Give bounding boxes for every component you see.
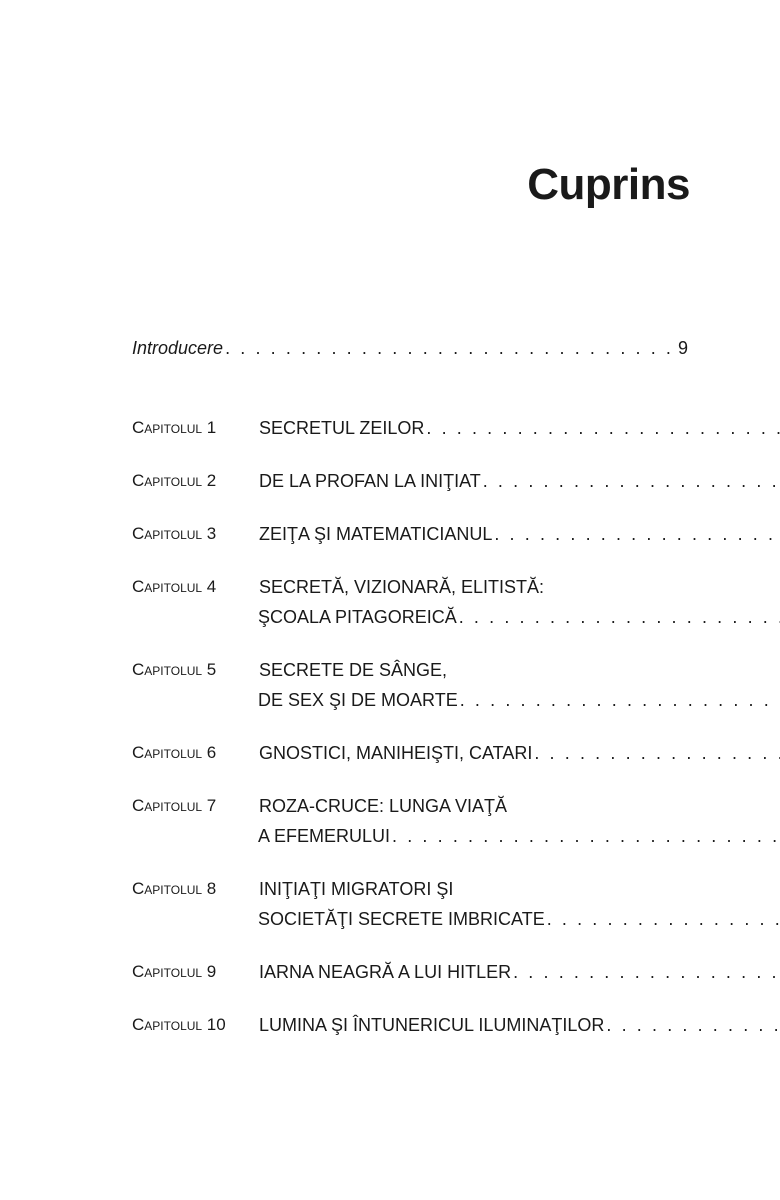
chapter-label: Capitolul 6 [132, 743, 217, 762]
chapter-title-text: DE SEX ŞI DE MOARTE [258, 690, 458, 710]
chapter-title-block [259, 572, 780, 632]
chapter-label: Capitolul 3 [132, 524, 217, 543]
toc-entry-chapter [132, 413, 688, 443]
chapter-label: Capitolul 1 [132, 418, 217, 437]
chapter-title-block [259, 655, 780, 715]
chapter-label: Capitolul 8 [132, 879, 217, 898]
chapter-label: Capitolul 2 [132, 471, 217, 490]
chapter-title-line [259, 685, 780, 715]
chapter-title-block [259, 519, 780, 549]
chapter-title-line [259, 602, 780, 632]
dot-leader [513, 957, 780, 987]
chapter-title-block [259, 466, 780, 496]
chapter-title-line [259, 413, 780, 443]
dot-leader [459, 602, 780, 632]
chapter-title-text: ŞCOALA PITAGOREICĂ [258, 607, 457, 627]
chapter-title-text: DE LA PROFAN LA INIŢIAT [259, 471, 481, 491]
chapter-title-line [259, 874, 780, 904]
chapter-label: Capitolul 5 [132, 660, 217, 679]
chapter-title-text: SECRETĂ, VIZIONARĂ, ELITISTĂ: [259, 577, 545, 597]
chapter-title-block [259, 738, 780, 768]
chapter-title-text: ZEIŢA ŞI MATEMATICIANUL [259, 524, 493, 544]
chapter-title-text: SECRETUL ZEILOR [259, 418, 425, 438]
chapter-title-text: ROZA-CRUCE: LUNGA VIAŢĂ [259, 796, 508, 816]
chapter-title-line [259, 1010, 780, 1040]
toc-entry-introduction [132, 330, 688, 366]
toc-entry-chapter [132, 791, 688, 851]
chapter-title-text: A EFEMERULUI [258, 826, 391, 846]
chapter-title-text: GNOSTICI, MANIHEIŞTI, CATARI [259, 743, 533, 763]
chapter-title-line [259, 572, 780, 602]
dot-leader [606, 1010, 780, 1040]
chapter-title-line [259, 904, 780, 934]
chapter-title-line [259, 957, 780, 987]
dot-leader [494, 519, 780, 549]
page-number: 9 [677, 338, 688, 358]
chapter-title-block [259, 874, 780, 934]
toc-entry-chapter [132, 957, 688, 987]
chapter-title-text: SOCIETĂŢI SECRETE IMBRICATE [258, 909, 545, 929]
dot-leader [225, 330, 676, 366]
toc-entry-chapter [132, 466, 688, 496]
chapter-label: Capitolul 10 [132, 1015, 226, 1034]
dot-leader [534, 738, 780, 768]
chapter-title-line [259, 519, 780, 549]
page-title: Cuprins [527, 160, 690, 209]
toc-entry-chapter [132, 738, 688, 768]
chapter-title-line [259, 655, 780, 685]
chapter-title-block [259, 413, 780, 443]
chapter-list [132, 413, 688, 1040]
chapter-title-line [259, 738, 780, 768]
toc-entry-chapter [132, 1010, 688, 1040]
table-of-contents [132, 330, 688, 1063]
chapter-title-block [259, 1010, 780, 1040]
dot-leader [426, 413, 780, 443]
chapter-title-line [259, 466, 780, 496]
chapter-title-block [259, 957, 780, 987]
dot-leader [392, 821, 780, 851]
chapter-label: Capitolul 9 [132, 962, 217, 981]
chapter-title-text: SECRETE DE SÂNGE, [259, 660, 448, 680]
dot-leader [460, 685, 780, 715]
dot-leader [547, 904, 780, 934]
dot-leader [483, 466, 780, 496]
chapter-title-text: INIŢIAŢI MIGRATORI ŞI [259, 879, 454, 899]
introduction-label: Introducere [132, 338, 224, 358]
chapter-title-line [259, 791, 780, 821]
chapter-title-text: IARNA NEAGRĂ A LUI HITLER [259, 962, 512, 982]
toc-entry-chapter [132, 519, 688, 549]
toc-entry-chapter [132, 572, 688, 632]
chapter-label: Capitolul 7 [132, 796, 217, 815]
chapter-title-block [259, 791, 780, 851]
chapter-title-text: LUMINA ŞI ÎNTUNERICUL ILUMINAŢILOR [259, 1015, 605, 1035]
chapter-label: Capitolul 4 [132, 577, 217, 596]
toc-entry-chapter [132, 655, 688, 715]
chapter-title-line [259, 821, 780, 851]
toc-entry-chapter [132, 874, 688, 934]
